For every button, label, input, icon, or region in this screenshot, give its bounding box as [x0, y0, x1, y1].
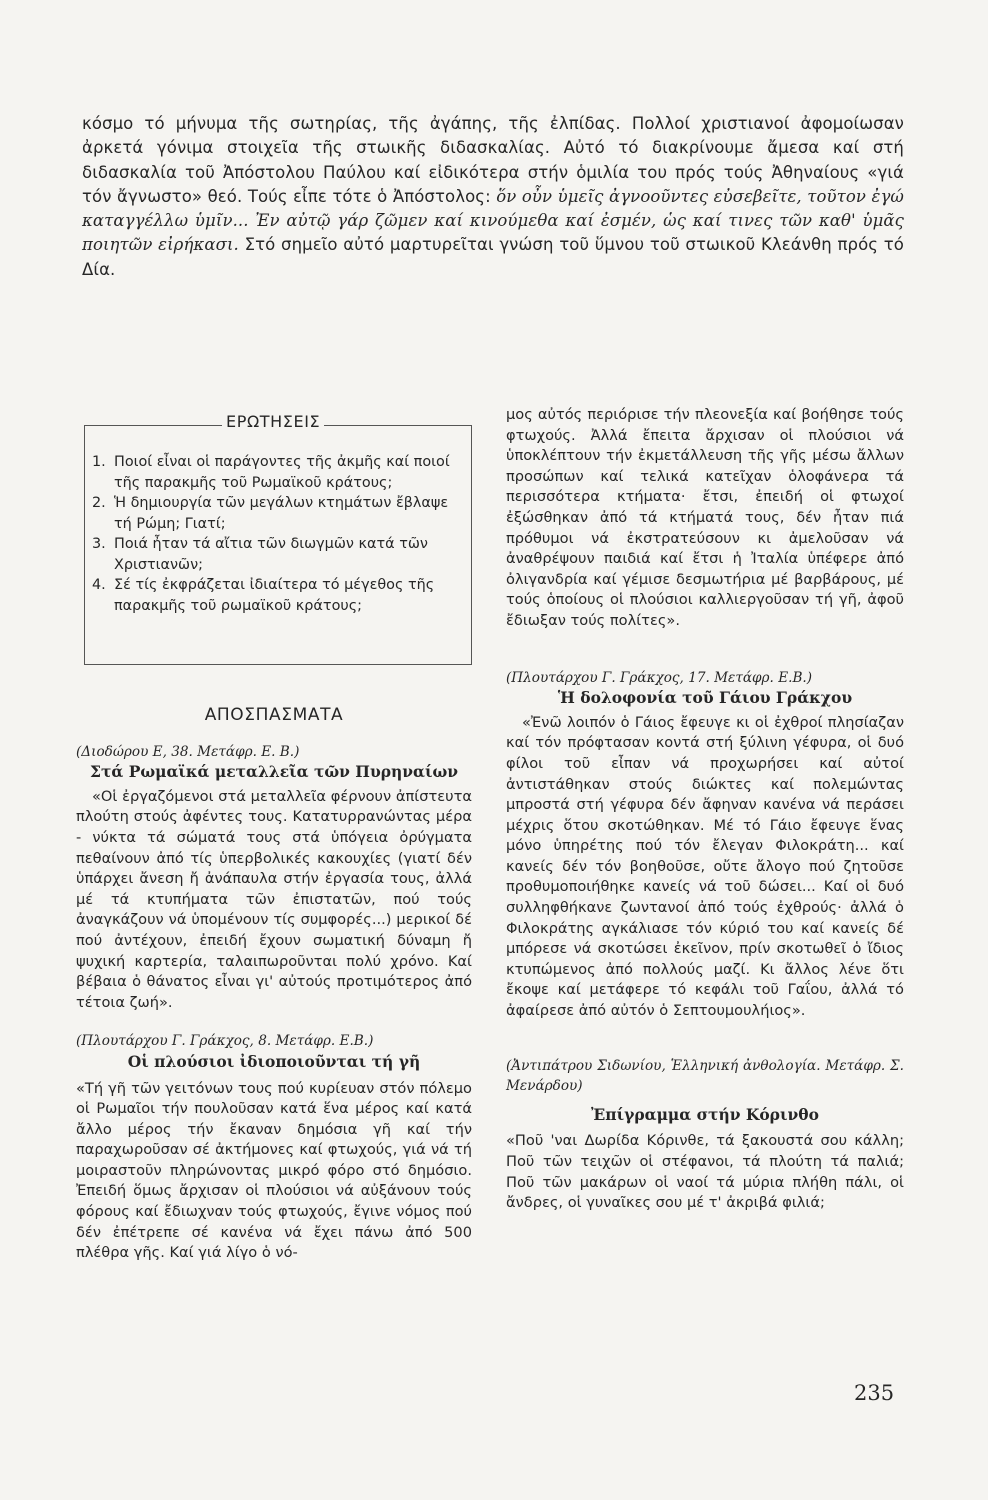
intro-text: κόσμο τό μήνυμα τῆς σωτηρίας, τῆς ἀγάπης, τῆς ἐλπίδας. Πολλοί χριστιανοί ἀφομοίωσαν ἀρκετά γόνιμα στοιχεῖα τῆς στωικῆς διδασκαλίας. Αὐτό τό διακρίνουμε ἄμεσα καί στή διδασκαλία τοῦ Ἀπόστολου Παύλου καί εἰδικότερα στήν ὁμιλία του πρός τούς Ἀθηναίους «γιά τόν ἄγνωστο» θεό. Τούς εἶπε τότε ὁ Ἀπόστολος:: [82, 114, 904, 206]
question-text: Σέ τίς ἐκφράζεται ἰδιαίτερα τό μέγεθος τῆς παρακμῆς τοῦ ρωμαϊκοῦ κράτους;: [114, 577, 435, 614]
page-number: 235: [854, 1381, 895, 1405]
excerpt4-title: Ἐπίγραμμα στήν Κόρινθο: [591, 1104, 819, 1124]
excerpts-heading: ΑΠΟΣΠΑΣΜΑΤΑ: [204, 705, 344, 725]
excerpt2-continuation: μος αὐτός περιόρισε τήν πλεονεξία καί βοήθησε τούς φτωχούς. Ἀλλά ἔπειτα ἄρχισαν οἱ πλούσιοι νά ὑποκλέπτουν τήν ἐκμετάλλευση τῆς γῆς μέσω ἄλλων προσώπων καί τελικά κατεῖχαν ὁλοφάνερα τά περισσότερα κτήματα· ἔτσι, ἐπειδή οἱ φτωχοί ἐξώσθηκαν ἀπό τά κτήματά τους, δέν ἦταν πιά πρόθυμοι νά ἐκστρατεύσουν κι ἀμελοῦσαν νά ἀναθρέψουν παιδιά καί ἔτσι ἡ Ἰταλία ὑπέφερε ἀπό ὀλιγανδρία καί γέμισε δεσμωτήρια μέ βαρβάρους, μέ τούς ὁποίους οἱ πλούσιοι καλλιεργοῦσαν τή γῆ, ἀφοῦ ἔδιωξαν τούς πολίτες».: [506, 406, 904, 629]
excerpt3-source: (Πλουτάρχου Γ. Γράκχος, 17. Μετάφρ. Ε.Β.): [506, 669, 813, 686]
questions-list: [92, 452, 464, 616]
question-item: [92, 575, 464, 616]
question-number: 4.: [92, 577, 106, 593]
question-item: [92, 493, 464, 534]
excerpt3-title: Ἡ δολοφονία τοῦ Γάιου Γράκχου: [557, 688, 853, 708]
excerpt2-title: Οἱ πλούσιοι ἰδιοποιοῦνται τή γῆ: [127, 1051, 421, 1071]
excerpt2-text: «Τή γῆ τῶν γειτόνων τους πού κυρίευαν στόν πόλεμο οἱ Ρωμαῖοι τήν πουλοῦσαν κατά ἕνα μέρος καί κατά ἄλλο μέρος τήν ἔκαναν δημόσια γῆ καί τήν παραχωροῦσαν σέ ἀκτήμονες καί φτωχούς, γιά νά τή μοιραστοῦν πληρώνοντας μικρό φόρο στό δημόσιο. Ἐπειδή ὅμως ἄρχισαν οἱ πλούσιοι νά αὐξάνουν τούς φόρους καί ἔδιωχναν τούς φτωχούς, ἔγινε νόμος πού δέν ἐπέτρεπε σέ κανένα νά ἔχει πάνω ἀπό 500 πλέθρα γῆς. Καί γιά λίγο ὁ νό-: [76, 1079, 472, 1262]
question-text: Ποιοί εἶναι οἱ παράγοντες τῆς ἀκμῆς καί ποιοί τῆς παρακμῆς τοῦ Ρωμαϊκοῦ κράτους;: [114, 454, 450, 491]
question-number: 3.: [92, 536, 106, 552]
excerpt4-text: «Ποῦ 'ναι Δωρίδα Κόρινθε, τά ξακουστά σου κάλλη; Ποῦ τῶν τειχῶν οἱ στέφανοι, τά πλούτη τά παλιά; Ποῦ τῶν μακάρων οἱ ναοί τά μύρια πλήθη πάλι, οἱ ἄνδρες, οἱ γυναῖκες σου μέ τ' ἀκριβά φιλιά;: [506, 1132, 904, 1212]
excerpt1-text: «Οἱ ἐργαζόμενοι στά μεταλλεῖα φέρνουν ἀπίστευτα πλούτη στούς ἀφέντες τους. Κατατυρρανώντας μέρα - νύκτα τά σώματά τους στά ὑπόγεια ὀρύγματα πεθαίνουν ἀπό τίς ὑπερβολικές κακουχίες (γιατί δέν ὑπάρχει ἄνεση ἤ ἀνάπαυλα στήν ἐργασία τους, ἀλλά μέ τά κτυπήματα τῶν ἐπιστατῶν, πού τούς ἀναγκάζουν νά ὑπομένουν τίς συμφορές...) μερικοί δέ πού ἀντέχουν, ἐπειδή ἔχουν σωματική δύναμη ἤ ψυχική καρτερία, ταλαιπωροῦνται πολύ χρόνο. Καί βέβαια ὁ θάνατος εἶναι γι' αὐτούς προτιμότερος ἀπό τέτοια ζωή».: [76, 787, 472, 1011]
questions-title: ΕΡΩΤΗΣΕΙΣ: [222, 412, 324, 431]
right-column: [506, 405, 904, 1214]
question-text: Ποιά ἦταν τά αἴτια τῶν διωγμῶν κατά τῶν Χριστιανῶν;: [114, 536, 428, 573]
question-number: 1.: [92, 454, 106, 470]
excerpt3-text: «Ἐνῶ λοιπόν ὁ Γάιος ἔφευγε κι οἱ ἐχθροί πλησίαζαν καί τόν πρόφτασαν κοντά στή ξύλινη γέφυρα, οἱ δυό φίλοι τοῦ εἶπαν νά προχωρήσει καί αὐτοί ἀντιστάθηκαν στούς διώκτες καί πολεμώντας μπροστά στή γέφυρα δέν ἄφηναν κανένα νά περάσει μέχρις ὅτου σκοτώθηκαν. Μέ τό Γάιο ἔφευγε ἕνας μόνο ὑπηρέτης πού τόν ἔλεγαν Φιλοκράτη... καί κανείς δέν τόν βοηθοῦσε, οὔτε ἄλογο πού ζητοῦσε προθυμοποιήθηκε κανείς νά τοῦ δώσει... Καί οἱ δυό συλληφθήκανε ζωντανοί ἀπό τούς ἐχθρούς· ἀλλά ὁ Φιλοκράτης αγκάλιασε τόν κύριό του καί κανείς δέ μπόρεσε νά σκοτώσει ἐκεῖνον, πρίν σκοτωθεῖ ὁ ἴδιος κτυπώμενος ἀπό πολλούς μαζί. Κι ἄλλος λένε ὅτι ἔκοψε καί μετάφερε τό κεφάλι τοῦ Γαΐου, ἀλλά τό ἀφαίρεσε ἀπό αὐτόν ὁ Σεπτουμουλήιος».: [506, 713, 904, 1020]
question-item: [92, 452, 464, 493]
left-column: [76, 705, 472, 1264]
intro-paragraph: [82, 112, 904, 282]
excerpt1-title: Στά Ρωμαϊκά μεταλλεῖα τῶν Πυρηναίων: [90, 762, 458, 782]
intro-text-end: Στό σημεῖο αὐτό μαρτυρεῖται γνώση τοῦ ὕμνου τοῦ στωικοῦ Κλεάνθη πρός τό Δία.: [82, 235, 904, 279]
excerpt2-source: (Πλουτάρχου Γ. Γράκχος, 8. Μετάφρ. Ε.Β.): [76, 1033, 374, 1050]
question-item: [92, 534, 464, 575]
intro-quote: ὅν οὖν ὑμεῖς ἀγνοοῦντες εὐσεβεῖτε, τοῦτον ἐγώ καταγγέλλω ὑμῖν... Ἐν αὐτῷ γάρ ζῶμεν καί κινούμεθα καί ἐσμέν, ὡς καί τινες τῶν καθ' ὑμᾶς ποιητῶν εἰρήκασι.: [82, 186, 904, 255]
question-text: Ἡ δημιουργία τῶν μεγάλων κτημάτων ἔβλαψε τή Ρώμη; Γιατί;: [114, 495, 449, 532]
excerpt1-source: (Διοδώρου Ε, 38. Μετάφρ. Ε. Β.): [76, 743, 300, 760]
excerpt4-source: (Ἀντιπάτρου Σιδωνίου, Ἑλληνική ἀνθολογία. Μετάφρ. Σ. Μενάρδου): [506, 1057, 904, 1095]
question-number: 2.: [92, 495, 106, 511]
